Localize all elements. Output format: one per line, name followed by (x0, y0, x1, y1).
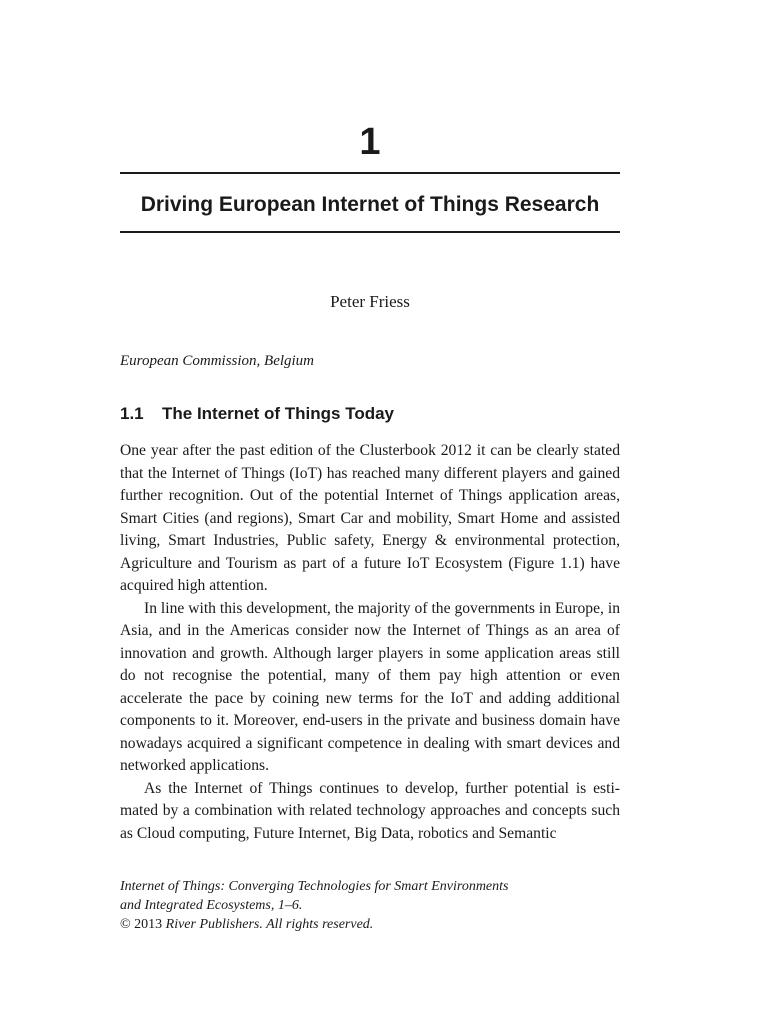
footer-copyright-year: © 2013 (120, 917, 166, 932)
chapter-title: Driving European Internet of Things Research (140, 193, 600, 216)
paragraph-2: In line with this development, the majority of the governments in Europe, in Asia, and in the Americas consider now the Internet of Things as an area of innovation and growth. Although larger players in some application areas still do not recognise the potential, many of them pay high attention or even accelerate the pace by coining new terms for the IoT and adding additional components to it. Moreover, end-users in the private and business domain have nowadays acquired a significant competence in dealing with smart devices and networked applications. (120, 599, 620, 774)
title-bottom-rule (120, 231, 620, 233)
footer-copyright-text: River Publishers. All rights reserved. (165, 917, 374, 932)
footer-book-title-line-2: and Integrated Ecosystems, 1–6. (120, 898, 303, 913)
section-number: 1.1 (120, 404, 144, 423)
title-top-rule (120, 172, 620, 174)
footer-copyright (120, 915, 620, 934)
section-heading (120, 401, 394, 427)
body-text (120, 440, 620, 845)
page-footer (120, 877, 620, 934)
paragraph-3: As the Internet of Things continues to develop, further potential is estimated by a combination with related technology approaches and concepts such as Cloud computing, Future Internet, Big Data, robotics and Semantic (120, 779, 620, 842)
section-title: The Internet of Things Today (162, 404, 395, 423)
paragraph-1: One year after the past edition of the Clusterbook 2012 it can be clearly stated that the Internet of Things (IoT) has reached many different players and gained further recognition. Out of the potential Internet of Things application areas, Smart Cities (and regions), Smart Car and mobility, Smart Home and assisted living, Smart Industries, Public safety, Energy & environmental protection, Agriculture and Tourism as part of a future IoT Ecosystem (Figure 1.1) have acquired high attention. (120, 442, 620, 594)
footer-book-title-line-1: Internet of Things: Converging Technologies for Smart Environments (120, 879, 509, 894)
author-name: Peter Friess (330, 292, 410, 311)
author-affiliation: European Commission, Belgium (120, 353, 315, 369)
chapter-number: 1 (359, 121, 381, 163)
